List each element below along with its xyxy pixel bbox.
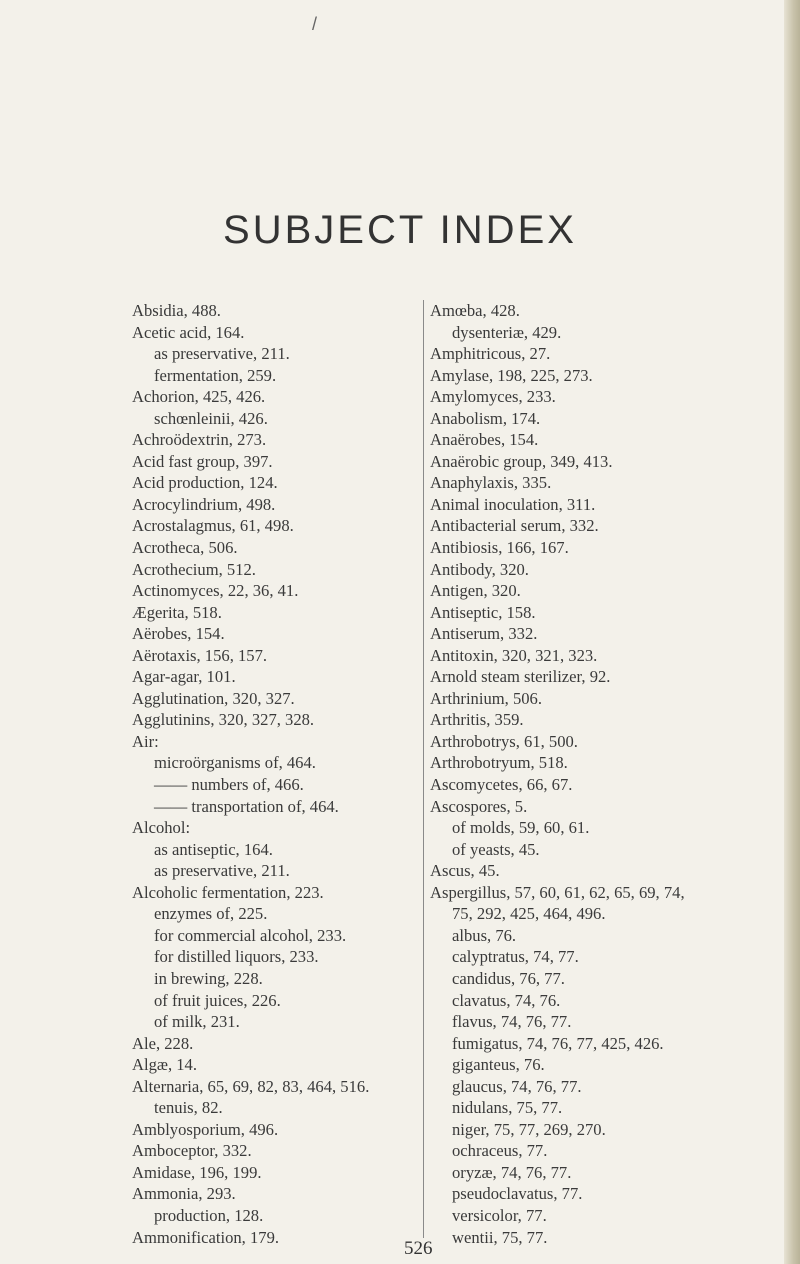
index-entry: Ascospores, 5.	[430, 796, 528, 816]
index-entry: Antibacterial serum, 332.	[430, 516, 599, 536]
index-subentry: as antiseptic, 164.	[154, 839, 273, 859]
index-subentry: oryzæ, 74, 76, 77.	[452, 1162, 572, 1182]
index-entry: Arthritis, 359.	[430, 710, 524, 730]
index-entry: Agglutinins, 320, 327, 328.	[132, 710, 315, 730]
index-subentry: wentii, 75, 77.	[452, 1227, 548, 1247]
index-entry: Arthrinium, 506.	[430, 688, 542, 708]
index-subentry: enzymes of, 225.	[154, 904, 268, 924]
index-subentry: schœnleinii, 426.	[154, 408, 268, 428]
index-subentry: —— transportation of, 464.	[154, 796, 339, 816]
index-entry: Amœba, 428.	[430, 301, 520, 320]
index-entry: Acrocylindrium, 498.	[132, 494, 276, 514]
index-subentry: clavatus, 74, 76.	[452, 990, 561, 1010]
index-subentry: for commercial alcohol, 233.	[154, 925, 347, 945]
index-entry: Antibiosis, 166, 167.	[430, 538, 569, 558]
index-entry: Arthrobotryum, 518.	[430, 753, 568, 773]
index-subentry: ochraceus, 77.	[452, 1141, 548, 1161]
index-column-left	[132, 300, 417, 1248]
index-entry: Ascomycetes, 66, 67.	[430, 775, 573, 795]
index-subentry: dysenteriæ, 429.	[452, 322, 562, 342]
page-number: 526	[404, 1238, 433, 1259]
index-entry: Animal inoculation, 311.	[430, 494, 596, 514]
index-entry: Amylase, 198, 225, 273.	[430, 365, 593, 385]
index-entry: Ascus, 45.	[430, 861, 500, 881]
index-entry: Alcoholic fermentation, 223.	[132, 882, 324, 902]
index-subentry: as preservative, 211.	[154, 861, 290, 881]
index-subentry: of fruit juices, 226.	[154, 990, 281, 1010]
index-entry: Amylomyces, 233.	[430, 387, 556, 407]
index-entry: Agglutination, 320, 327.	[132, 688, 295, 708]
index-subentry: niger, 75, 77, 269, 270.	[452, 1119, 606, 1139]
index-entry: Arthrobotrys, 61, 500.	[430, 731, 578, 751]
index-entry: Amblyosporium, 496.	[132, 1119, 279, 1139]
index-subentry: 75, 292, 425, 464, 496.	[452, 904, 606, 924]
index-subentry: calyptratus, 74, 77.	[452, 947, 579, 967]
index-subentry: giganteus, 76.	[452, 1055, 545, 1075]
index-subentry: in brewing, 228.	[154, 968, 263, 988]
index-entry: Actinomyces, 22, 36, 41.	[132, 581, 299, 601]
column-rule	[423, 300, 424, 1238]
index-entry: Antigen, 320.	[430, 581, 521, 601]
index-entry: Alternaria, 65, 69, 82, 83, 464, 516.	[132, 1076, 370, 1096]
index-entry: Algæ, 14.	[132, 1055, 197, 1075]
index-subentry: albus, 76.	[452, 925, 517, 945]
index-entry: Aërotaxis, 156, 157.	[132, 645, 268, 665]
index-entry: Amphitricous, 27.	[430, 344, 551, 364]
index-entry: Ale, 228.	[132, 1033, 194, 1053]
index-entry: Antiserum, 332.	[430, 624, 538, 644]
index-entry: Aërobes, 154.	[132, 624, 225, 644]
index-entry: Acid production, 124.	[132, 473, 278, 493]
index-subentry: fermentation, 259.	[154, 365, 277, 385]
index-entry: Arnold steam sterilizer, 92.	[430, 667, 611, 687]
index-entry: Ægerita, 518.	[132, 602, 222, 622]
index-entry: Antibody, 320.	[430, 559, 529, 579]
index-entry: Agar-agar, 101.	[132, 667, 236, 687]
index-entry: Anaërobic group, 349, 413.	[430, 451, 613, 471]
index-entry: Acetic acid, 164.	[132, 322, 245, 342]
index-entry: Achroödextrin, 273.	[132, 430, 267, 450]
stray-pencil-mark: /	[312, 14, 318, 34]
page-edge-shadow	[784, 0, 800, 1264]
index-subentry: pseudoclavatus, 77.	[452, 1184, 583, 1204]
index-subentry: tenuis, 82.	[154, 1098, 223, 1118]
index-subentry: glaucus, 74, 76, 77.	[452, 1076, 582, 1096]
index-entry: Ammonia, 293.	[132, 1184, 236, 1204]
index-entry: Amidase, 196, 199.	[132, 1162, 262, 1182]
index-entry: Amboceptor, 332.	[132, 1141, 252, 1161]
index-entry: Absidia, 488.	[132, 301, 221, 320]
index-subentry: versicolor, 77.	[452, 1205, 547, 1225]
index-subentry: production, 128.	[154, 1205, 264, 1225]
index-subentry: nidulans, 75, 77.	[452, 1098, 563, 1118]
page-title: SUBJECT INDEX	[223, 208, 577, 252]
index-subentry: of yeasts, 45.	[452, 839, 540, 859]
index-subentry: flavus, 74, 76, 77.	[452, 1012, 572, 1032]
index-entry: Acrothecium, 512.	[132, 559, 256, 579]
index-entry: Achorion, 425, 426.	[132, 387, 266, 407]
index-subentry: as preservative, 211.	[154, 344, 290, 364]
index-entry: Antiseptic, 158.	[430, 602, 536, 622]
index-subentry: —— numbers of, 466.	[154, 775, 304, 795]
index-entry: Acid fast group, 397.	[132, 451, 273, 471]
index-subentry: for distilled liquors, 233.	[154, 947, 319, 967]
index-entry: Anaphylaxis, 335.	[430, 473, 552, 493]
index-entry: Acrostalagmus, 61, 498.	[132, 516, 294, 536]
index-subentry: candidus, 76, 77.	[452, 968, 565, 988]
index-subentry: fumigatus, 74, 76, 77, 425, 426.	[452, 1033, 664, 1053]
index-entry: Antitoxin, 320, 321, 323.	[430, 645, 598, 665]
index-entry: Anaërobes, 154.	[430, 430, 539, 450]
index-entry: Air:	[132, 731, 159, 751]
index-subentry: of milk, 231.	[154, 1012, 240, 1032]
index-subentry: microörganisms of, 464.	[154, 753, 316, 773]
index-entry: Acrotheca, 506.	[132, 538, 238, 558]
index-entry: Ammonification, 179.	[132, 1227, 280, 1247]
index-entry: Anabolism, 174.	[430, 408, 541, 428]
index-entry: Aspergillus, 57, 60, 61, 62, 65, 69, 74,	[430, 882, 685, 902]
index-subentry: of molds, 59, 60, 61.	[452, 818, 590, 838]
index-entry: Alcohol:	[132, 818, 191, 838]
index-column-right	[430, 300, 785, 1248]
